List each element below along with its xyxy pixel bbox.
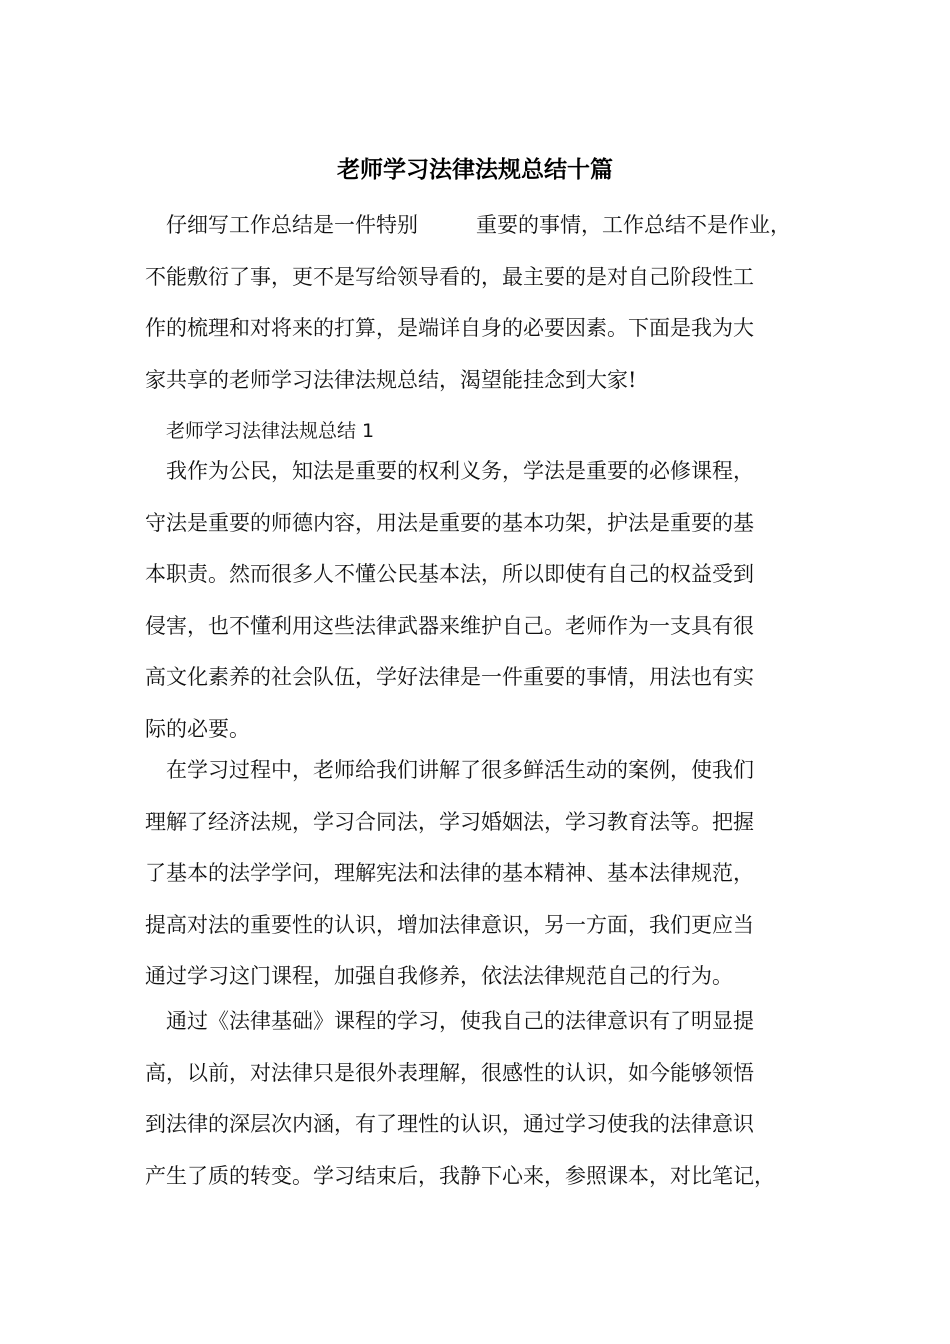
paragraph-line: 产生了质的转变。学习结束后，我静下心来，参照课本，对比笔记， xyxy=(145,1163,775,1188)
paragraph-line: 守法是重要的师德内容，用法是重要的基本功架，护法是重要的基 xyxy=(145,510,754,535)
paragraph-line: 本职责。然而很多人不懂公民基本法，所以即使有自己的权益受到 xyxy=(145,562,754,586)
text-run: 重要的事情，工作总结不是作业， xyxy=(476,213,791,237)
section-heading-text: 老师学习法律法规总结 1 xyxy=(166,420,375,442)
paragraph-line: 理解了经济法规，学习合同法，学习婚姻法，学习教育法等。把握 xyxy=(145,809,754,834)
paragraph-2 xyxy=(145,745,825,1003)
paragraph-line: 我作为公民，知法是重要的权利义务，学法是重要的必修课程， xyxy=(166,459,754,483)
document-title: 老师学习法律法规总结十篇 xyxy=(337,157,613,183)
paragraph-line: 在学习过程中，老师给我们讲解了很多鲜活生动的案例，使我们 xyxy=(166,758,754,782)
paragraph-line: 高，以前，对法律只是很外表理解，很感性的认识，如今能够领悟 xyxy=(145,1060,754,1085)
paragraph-line: 高文化素养的社会队伍，学好法律是一件重要的事情，用法也有实 xyxy=(145,665,754,689)
text-run: 仔细写工作总结是一件特别 xyxy=(166,213,418,237)
paragraph-line: 了基本的法学学问，理解宪法和法律的基本精神、基本法律规范， xyxy=(145,861,754,885)
paragraph-1 xyxy=(145,446,825,755)
intro-paragraph xyxy=(145,200,825,406)
paragraph-line: 作的梳理和对将来的打算，是端详自身的必要因素。下面是我为大 xyxy=(145,316,754,340)
paragraph-line: 家共享的老师学习法律法规总结，渴望能挂念到大家! xyxy=(145,367,637,392)
paragraph-line: 到法律的深层次内涵，有了理性的认识，通过学习使我的法律意识 xyxy=(145,1112,754,1136)
paragraph-line xyxy=(145,200,825,252)
paragraph-line: 通过学习这门课程，加强自我修养，依法法律规范自己的行为。 xyxy=(145,964,733,988)
paragraph-line: 不能敷衍了事，更不是写给领导看的，最主要的是对自己阶段性工 xyxy=(145,264,754,289)
paragraph-line: 提高对法的重要性的认识，增加法律意识，另一方面，我们更应当 xyxy=(145,912,754,937)
paragraph-3 xyxy=(145,996,825,1202)
paragraph-line: 际的必要。 xyxy=(145,716,250,741)
paragraph-line: 侵害，也不懂利用这些法律武器来维护自己。老师作为一支具有很 xyxy=(145,613,754,638)
paragraph-line: 通过《法律基础》课程的学习，使我自己的法律意识有了明显提 xyxy=(166,1009,754,1033)
